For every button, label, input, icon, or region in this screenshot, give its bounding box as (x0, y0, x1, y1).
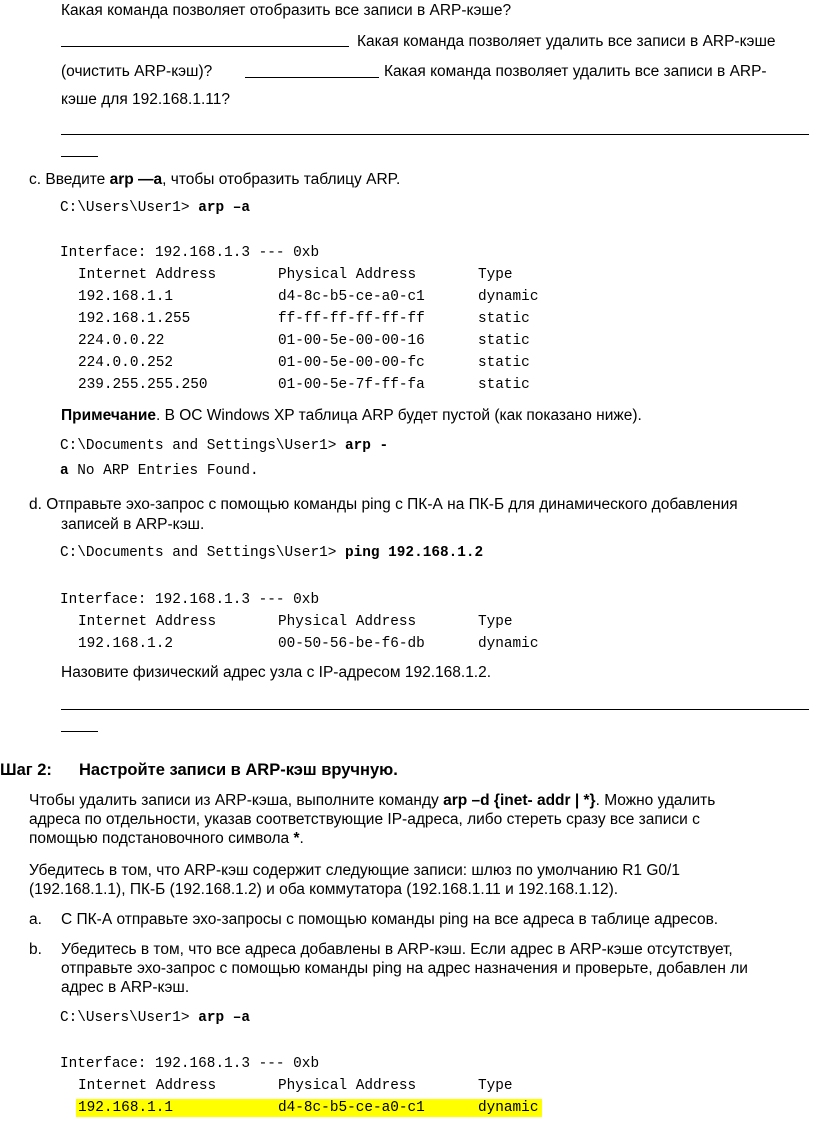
answer-line (61, 46, 349, 47)
note: Примечание. В ОС Windows XP таблица ARP будет пустой (как показано ниже). (61, 407, 642, 424)
question-delete-entry-cont: кэше для 192.168.1.11? (61, 91, 230, 108)
paragraph-delete-entries-line3: помощью подстановочного символа *. (29, 830, 304, 847)
cell-mac: d4-8c-b5-ce-a0-c1 (278, 1100, 425, 1116)
cell-type: dynamic (478, 636, 539, 652)
col-header-physical-address: Physical Address (278, 1078, 417, 1094)
cell-mac: 00-50-56-be-f6-db (278, 636, 425, 652)
cmd-prompt-line: C:\Documents and Settings\User1> ping 192.168.1.2 (60, 545, 484, 561)
paragraph-verify-cache-line2: (192.168.1.1), ПК-Б (192.168.1.2) и оба коммутатора (192.168.1.11 и 192.168.1.12). (29, 881, 619, 898)
interface-line: Interface: 192.168.1.3 --- 0xb (60, 245, 320, 261)
col-header-internet-address: Internet Address (78, 1078, 217, 1094)
question-show-arp: Какая команда позволяет отобразить все записи в ARP-кэше? (61, 2, 512, 19)
list-item-b-line3: адрес в ARP-кэш. (61, 979, 190, 996)
cell-ip: 239.255.255.250 (78, 377, 208, 393)
step-2-title: Настройте записи в ARP-кэш вручную. (79, 761, 398, 779)
step-d: d. Отправьте эхо-запрос с помощью команды ping с ПК-А на ПК-Б для динамического добавления (29, 496, 738, 513)
cell-mac: 01-00-5e-00-00-fc (278, 355, 425, 371)
list-marker-b: b. (29, 941, 42, 958)
list-item-b: Убедитесь в том, что все адреса добавлены в ARP-кэш. Если адрес в ARP-кэше отсутствует, (61, 941, 733, 958)
cell-ip: 192.168.1.2 (78, 636, 173, 652)
cmd-prompt-line: C:\Users\User1> arp –a (60, 1010, 251, 1026)
paragraph-delete-entries: Чтобы удалить записи из ARP-кэша, выполните команду arp –d {inet- addr | *}. Можно удалить (29, 792, 716, 809)
col-header-internet-address: Internet Address (78, 614, 217, 630)
answer-line (61, 731, 98, 732)
answer-line (61, 134, 809, 135)
cmd-prompt-line: C:\Documents and Settings\User1> arp - (60, 438, 389, 454)
col-header-type: Type (478, 614, 513, 630)
step-2-number: Шаг 2: (0, 761, 52, 779)
cell-type: static (478, 377, 530, 393)
list-item-b-line2: отправьте эхо-запрос с помощью команды ping на адрес назначения и проверьте, добавлен ли (61, 960, 748, 977)
col-header-physical-address: Physical Address (278, 267, 417, 283)
step-d-cont: записей в ARP-кэш. (61, 516, 205, 533)
list-marker-a: a. (29, 911, 42, 928)
col-header-internet-address: Internet Address (78, 267, 217, 283)
col-header-physical-address: Physical Address (278, 614, 417, 630)
answer-line (61, 709, 809, 710)
cell-ip: 192.168.1.255 (78, 311, 191, 327)
question-mac-address: Назовите физический адрес узла с IP-адресом 192.168.1.2. (61, 664, 492, 681)
paragraph-delete-entries-line2: адреса по отдельности, указав соответствующие IP-адреса, либо стереть сразу все записи с (29, 811, 700, 828)
cmd-prompt-line: C:\Users\User1> arp –a (60, 200, 251, 216)
cell-mac: ff-ff-ff-ff-ff-ff (278, 311, 425, 327)
answer-line (245, 77, 379, 78)
question-clear-arp-cont: (очистить ARP-кэш)? (61, 63, 213, 80)
question-clear-arp: Какая команда позволяет удалить все записи в ARP-кэше (357, 33, 776, 50)
cmd-output-line: a No ARP Entries Found. (60, 463, 259, 479)
paragraph-verify-cache: Убедитесь в том, что ARP-кэш содержит следующие записи: шлюз по умолчанию R1 G0/1 (29, 862, 680, 879)
step-c: c. Введите arp —a, чтобы отобразить таблицу ARP. (29, 171, 401, 188)
cell-type: static (478, 355, 530, 371)
cell-type: dynamic (478, 289, 539, 305)
cell-mac: 01-00-5e-00-00-16 (278, 333, 425, 349)
cell-mac: 01-00-5e-7f-ff-fa (278, 377, 425, 393)
list-item-a: С ПК-А отправьте эхо-запросы с помощью команды ping на все адреса в таблице адресов. (61, 911, 719, 928)
question-delete-entry: Какая команда позволяет удалить все записи в ARP- (384, 63, 767, 80)
cell-type: static (478, 333, 530, 349)
answer-line (61, 156, 98, 157)
col-header-type: Type (478, 267, 513, 283)
cell-ip: 224.0.0.252 (78, 355, 173, 371)
cell-type: static (478, 311, 530, 327)
cell-mac: d4-8c-b5-ce-a0-c1 (278, 289, 425, 305)
cell-type: dynamic (478, 1100, 539, 1116)
col-header-type: Type (478, 1078, 513, 1094)
cell-ip: 224.0.0.22 (78, 333, 165, 349)
interface-line: Interface: 192.168.1.3 --- 0xb (60, 592, 320, 608)
cell-ip: 192.168.1.1 (78, 289, 173, 305)
interface-line: Interface: 192.168.1.3 --- 0xb (60, 1056, 320, 1072)
cell-ip: 192.168.1.1 (78, 1100, 173, 1116)
